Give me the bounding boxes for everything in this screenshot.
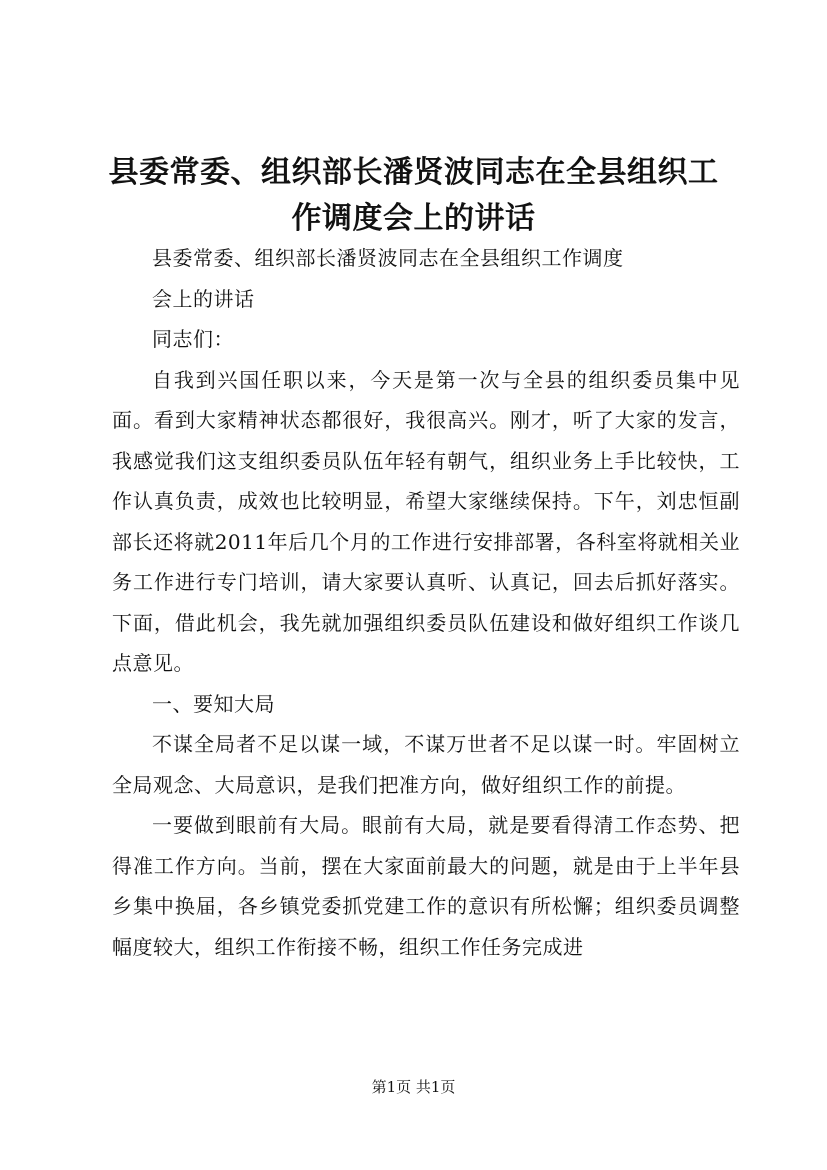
paragraph-subtitle-line-2: 会上的讲话: [152, 286, 255, 311]
paragraph-subtitle-line-1: 县委常委、组织部长潘贤波同志在全县组织工作调度: [152, 246, 624, 270]
paragraph-salutation: 同志们：: [152, 327, 234, 351]
document-title: 县委常委、组织部长潘贤波同志在全县组织工作调度会上的讲话: [108, 155, 719, 236]
section-heading: 一、要知大局: [152, 691, 275, 716]
page-footer: 第1页 共1页: [371, 1078, 456, 1096]
document-body: [112, 238, 740, 967]
paragraph-point-one: 一要做到眼前有大局。眼前有大局，就是要看得清工作态势、把得准工作方向。当前，摆在大家面前最大的问题，就是由于上半年县乡集中换届，各乡镇党委抓党建工作的意识有所松懈；组织委员调整幅度较大，组织工作衔接不畅，组织工作任务完成进: [112, 813, 740, 959]
paragraph-section-lead: 不谋全局者不足以谋一域，不谋万世者不足以谋一时。牢固树立全局观念、大局意识，是我们把准方向，做好组织工作的前提。: [112, 732, 740, 797]
paragraph-introduction: 自我到兴国任职以来，今天是第一次与全县的组织委员集中见面。看到大家精神状态都很好，我很高兴。刚才，听了大家的发言，我感觉我们这支组织委员队伍年轻有朝气，组织业务上手比较快，工作认真负责，成效也比较明显，希望大家继续保持。下午，刘忠恒副部长还将就2011年后几个月的工作进行安排部署，各科室将就相关业务工作进行专门培训，请大家要认真听、认真记，回去后抓好落实。下面，借此机会，我先就加强组织委员队伍建设和做好组织工作谈几点意见。: [112, 367, 740, 675]
